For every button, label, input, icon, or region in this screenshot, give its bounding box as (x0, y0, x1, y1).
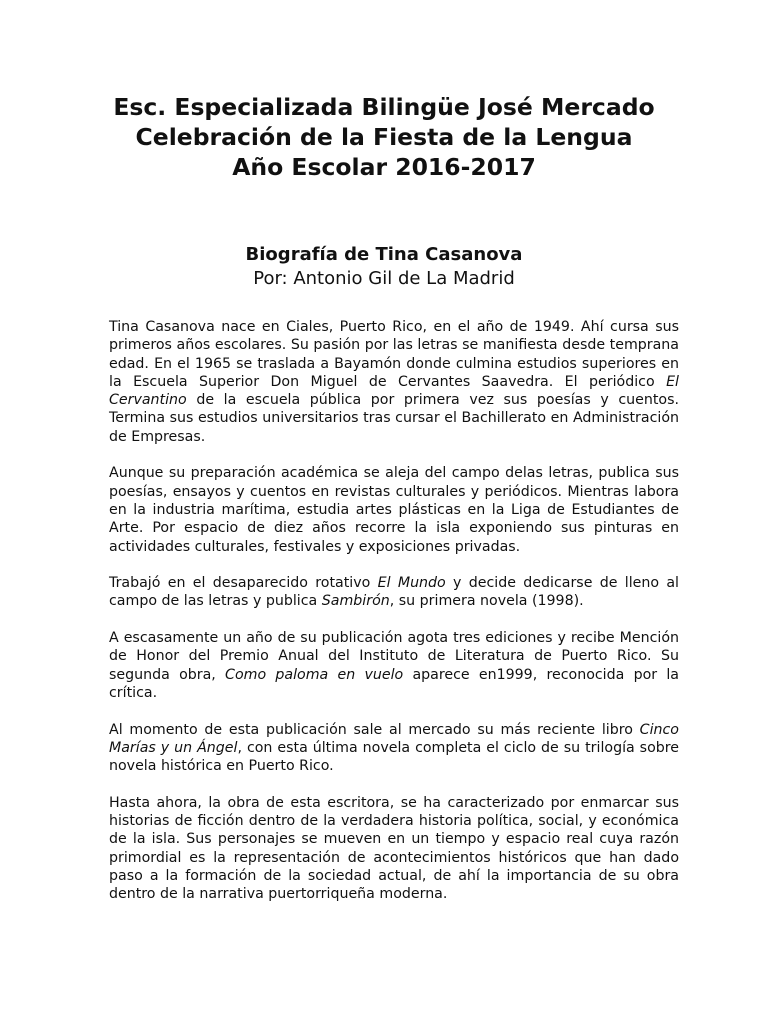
paragraph-1-text-a: Tina Casanova nace en Ciales, Puerto Rico, en el año de 1949. Ahí cursa sus primeros años escolares. Su pasión por las letras se manifiesta desde temprana edad. En el 1965 se traslada a Bayamón donde culmina estudios superiores en la Escuela Superior Don Miguel de Cervantes Saavedra. El periódico (109, 319, 679, 390)
novel-title-cinco-marias: Cinco Marías y un Ángel (109, 721, 679, 756)
biography-title: Biografía de Tina Casanova (245, 244, 523, 265)
paragraph-3 (109, 574, 679, 611)
biography-author: Por: Antonio Gil de La Madrid (253, 268, 515, 289)
paragraph-3-text-a: Trabajó en el desaparecido rotativo (109, 575, 378, 592)
paragraph-4-text-a: A escasamente un año de su publicación agota tres ediciones y recibe Mención de Honor del Premio Anual del Instituto de Literatura de Puerto Rico. Su segunda obra, (109, 630, 679, 683)
paragraph-3-text-b: y decide dedicarse de lleno al campo de las letras y publica (109, 575, 680, 610)
paragraph-1-text-b: de la escuela pública por primera vez sus poesías y cuentos. Termina sus estudios universitarios tras cursar el Bachillerato en Administración de Empresas. (109, 392, 679, 445)
paragraph-6 (109, 794, 679, 904)
paragraph-5 (109, 721, 679, 776)
paragraph-5-text-b: , con esta última novela completa el ciclo de su trilogía sobre novela histórica en Puerto Rico. (109, 739, 680, 775)
school-name: Esc. Especializada Bilingüe José Mercado (113, 93, 655, 121)
paragraph-6-text: Hasta ahora, la obra de esta escritora, se ha caracterizado por enmarcar sus historias de ficción dentro de la verdadera historia política, social, y económica de la isla. Sus personajes se mueven en un tiempo y espacio real cuya razón primordial es la representación de acontecimientos históricos que han dado paso a la formación de la sociedad actual, de ahí la importancia de su obra dentro de la narrativa puertorriqueña moderna. (109, 794, 679, 903)
novel-title-como-paloma-en-vuelo: Como paloma en vuelo (225, 666, 404, 683)
newspaper-title-el-cervantino: El Cervantino (109, 373, 679, 409)
biography-body (109, 318, 679, 904)
newspaper-title-el-mundo: El Mundo (377, 575, 446, 592)
paragraph-4 (109, 629, 679, 702)
novel-title-sambiron: Sambirón (321, 593, 390, 610)
paragraph-4-text-b: aparece en1999, reconocida por la crítica. (109, 666, 679, 701)
event-title: Celebración de la Fiesta de la Lengua (135, 123, 633, 151)
paragraph-3-text-c: , su primera novela (1998). (389, 593, 584, 610)
paragraph-2 (109, 464, 679, 555)
paragraph-2-text: Aunque su preparación académica se aleja del campo delas letras, publica sus poesías, ensayos y cuentos en revistas culturales y periódicos. Mientras labora en la industria marítima, estudia artes plásticas en la Liga de Estudiantes de Arte. Por espacio de diez años recorre la isla exponiendo sus pinturas en actividades culturales, festivales y exposiciones privadas. (109, 465, 679, 555)
document-header (0, 92, 768, 182)
school-year: Año Escolar 2016-2017 (232, 153, 536, 181)
paragraph-1 (109, 318, 679, 446)
paragraph-5-text-a: Al momento de esta publicación sale al mercado su más reciente libro (109, 721, 640, 738)
